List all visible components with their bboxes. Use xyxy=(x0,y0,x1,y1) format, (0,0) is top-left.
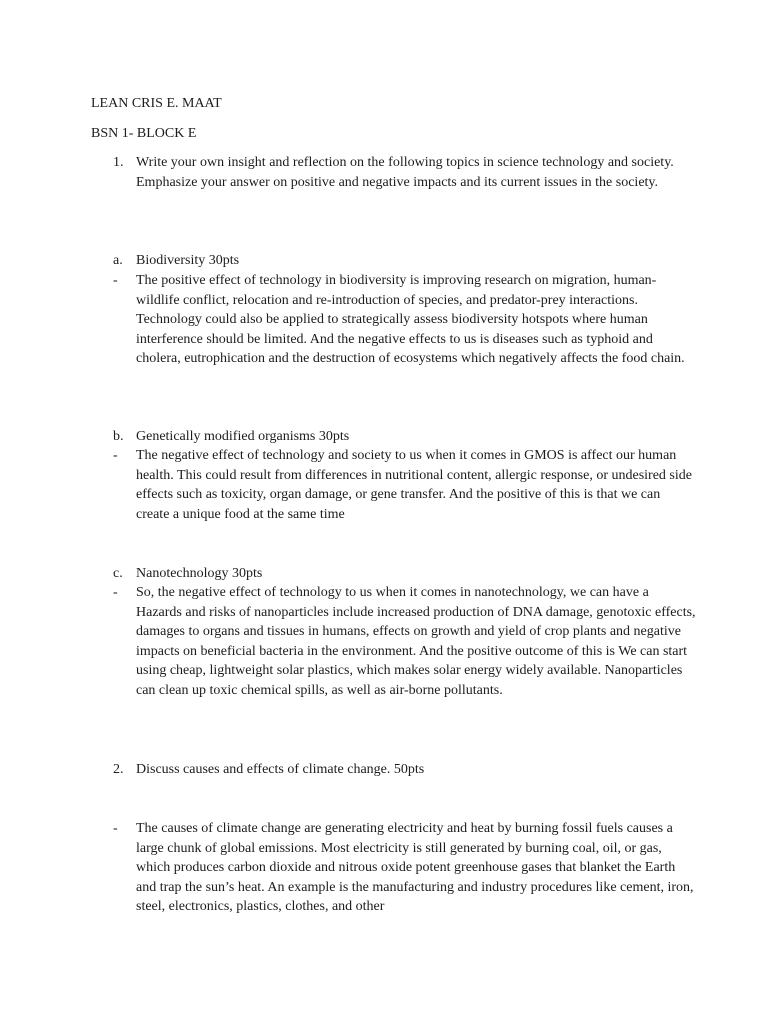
topic-a-marker: a. xyxy=(113,253,123,268)
topic-c-marker: c. xyxy=(113,566,123,581)
topic-b-answer: The negative effect of technology and society to us when it comes in GMOS is affect our human health. This could result from differences in nutritional content, allergic response, or undesired side effects such as toxicity, organ damage, or gene transfer. And the positive of this is that we can create a unique food at the same time xyxy=(136,448,692,522)
topic-c-title: Nanotechnology 30pts xyxy=(136,566,263,581)
question-2-dash: - xyxy=(113,821,118,836)
question-1-text: Write your own insight and reflection on the following topics in science technology and society. Emphasize your answer on positive and negative impacts and its current issues in the society. xyxy=(136,155,674,190)
student-name: LEAN CRIS E. MAAT xyxy=(91,96,222,111)
topic-c-answer: So, the negative effect of technology to us when it comes in nanotechnology, we can have a Hazards and risks of nanoparticles include increased production of DNA damage, genotoxic effects, damages to organs and tissues in humans, effects on growth and yield of crop plants and negative impacts on beneficial bacteria in the environment. And the positive outcome of this is We can start using cheap, lightweight solar plastics, which makes solar energy widely available. Nanoparticles can clean up toxic chemical spills, as well as air-borne pollutants. xyxy=(136,585,696,698)
student-section: BSN 1- BLOCK E xyxy=(91,126,197,141)
question-2-answer: The causes of climate change are generating electricity and heat by burning fossil fuels causes a large chunk of global emissions. Most electricity is still generated by burning coal, oil, or gas, which produces carbon dioxide and nitrous oxide potent greenhouse gases that blanket the Earth and trap the sun’s heat. An example is the manufacturing and industry procedures like cement, iron, steel, electronics, plastics, clothes, and other xyxy=(136,821,694,914)
topic-a-dash: - xyxy=(113,273,118,288)
topic-c-dash: - xyxy=(113,585,118,600)
question-1-number: 1. xyxy=(113,155,124,170)
topic-b-dash: - xyxy=(113,448,118,463)
topic-a-title: Biodiversity 30pts xyxy=(136,253,240,268)
question-2-number: 2. xyxy=(113,762,124,777)
topic-b-title: Genetically modified organisms 30pts xyxy=(136,429,350,444)
topic-a-answer: The positive effect of technology in biodiversity is improving research on migration, human-wildlife conflict, relocation and re-introduction of species, and predator-prey interactions. Technology could also be applied to strategically assess biodiversity hotspots where human interference should be limited. And the negative effects to us is diseases such as typhoid and cholera, eutrophication and the destruction of ecosystems which negatively affects the food chain. xyxy=(136,273,685,366)
question-2-text: Discuss causes and effects of climate change. 50pts xyxy=(136,762,425,777)
topic-b-marker: b. xyxy=(113,429,124,444)
